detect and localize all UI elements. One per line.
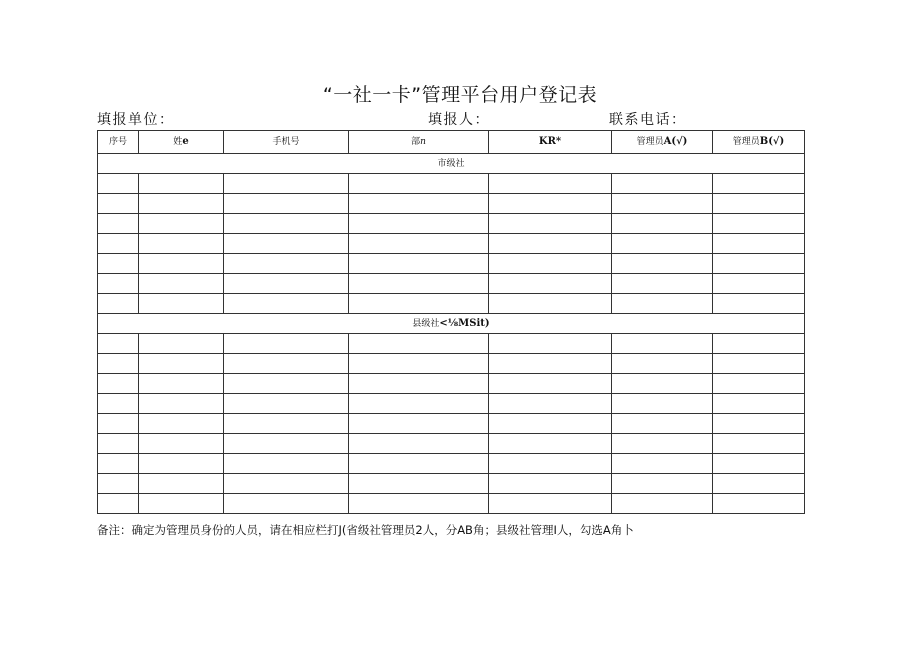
cell-index[interactable] (98, 434, 139, 454)
table-row (98, 294, 805, 314)
cell-dept[interactable] (349, 254, 489, 274)
cell-role[interactable] (489, 374, 612, 394)
cell-phone[interactable] (224, 454, 349, 474)
header-name-suffix: e (182, 136, 189, 147)
cell-name[interactable] (139, 334, 224, 354)
cell-dept[interactable] (349, 214, 489, 234)
group-county-prefix: 县级社 (412, 318, 440, 329)
cell-admin-a[interactable] (612, 254, 713, 274)
header-index: 序号 (98, 131, 139, 154)
cell-dept[interactable] (349, 234, 489, 254)
cell-index[interactable] (98, 494, 139, 514)
table-row (98, 394, 805, 414)
cell-phone[interactable] (224, 174, 349, 194)
cell-role[interactable] (489, 394, 612, 414)
cell-admin-a[interactable] (612, 174, 713, 194)
group-county-suffix: <⅛MSit) (439, 317, 490, 329)
cell-admin-b[interactable] (713, 394, 805, 414)
cell-index[interactable] (98, 254, 139, 274)
cell-role[interactable] (489, 434, 612, 454)
cell-admin-b[interactable] (713, 294, 805, 314)
cell-admin-a[interactable] (612, 234, 713, 254)
cell-dept[interactable] (349, 334, 489, 354)
cell-name[interactable] (139, 434, 224, 454)
cell-index[interactable] (98, 274, 139, 294)
cell-dept[interactable] (349, 374, 489, 394)
group-county-label (98, 314, 805, 334)
cell-phone[interactable] (224, 494, 349, 514)
header-name (139, 131, 224, 154)
cell-name[interactable] (139, 474, 224, 494)
cell-name[interactable] (139, 294, 224, 314)
table-row (98, 254, 805, 274)
cell-admin-a[interactable] (612, 194, 713, 214)
fill-unit-label: 填报单位： (97, 112, 175, 128)
header-role-text: KR* (538, 136, 562, 147)
cell-phone[interactable] (224, 214, 349, 234)
cell-role[interactable] (489, 354, 612, 374)
cell-admin-b[interactable] (713, 274, 805, 294)
table-row (98, 454, 805, 474)
footer-note: 备注：确定为管理员身份的人员，请在相应栏打J(省级社管理员2人，分AB角；县级社管理I人，勾选A角卜 (97, 523, 634, 537)
header-name-prefix: 姓 (173, 137, 183, 147)
table-row (98, 474, 805, 494)
table-row (98, 414, 805, 434)
table-row (98, 174, 805, 194)
cell-index[interactable] (98, 294, 139, 314)
cell-admin-a[interactable] (612, 494, 713, 514)
cell-name[interactable] (139, 414, 224, 434)
cell-index[interactable] (98, 174, 139, 194)
cell-phone[interactable] (224, 234, 349, 254)
header-admin-a-prefix: 管理员 (636, 137, 664, 147)
table-row (98, 234, 805, 254)
cell-role[interactable] (489, 334, 612, 354)
cell-role[interactable] (489, 274, 612, 294)
cell-role[interactable] (489, 214, 612, 234)
cell-name[interactable] (139, 174, 224, 194)
cell-role[interactable] (489, 294, 612, 314)
table-row (98, 214, 805, 234)
cell-name[interactable] (139, 214, 224, 234)
cell-admin-b[interactable] (713, 414, 805, 434)
cell-dept[interactable] (349, 474, 489, 494)
cell-index[interactable] (98, 394, 139, 414)
filler-label: 填报人： (428, 112, 490, 128)
group-city-label: 市级社 (98, 154, 805, 174)
cell-phone[interactable] (224, 354, 349, 374)
form-title: “一社一卡”管理平台用户登记表 (322, 84, 598, 106)
cell-name[interactable] (139, 234, 224, 254)
cell-admin-b[interactable] (713, 494, 805, 514)
table-row (98, 334, 805, 354)
cell-role[interactable] (489, 474, 612, 494)
cell-name[interactable] (139, 494, 224, 514)
table-row (98, 354, 805, 374)
cell-phone[interactable] (224, 294, 349, 314)
cell-admin-b[interactable] (713, 354, 805, 374)
cell-dept[interactable] (349, 174, 489, 194)
cell-role[interactable] (489, 194, 612, 214)
cell-name[interactable] (139, 254, 224, 274)
cell-admin-b[interactable] (713, 194, 805, 214)
cell-admin-a[interactable] (612, 214, 713, 234)
cell-name[interactable] (139, 454, 224, 474)
cell-admin-b[interactable] (713, 434, 805, 454)
table-row (98, 274, 805, 294)
cell-admin-a[interactable] (612, 474, 713, 494)
cell-role[interactable] (489, 254, 612, 274)
header-dept-prefix: 部 (411, 137, 421, 147)
cell-admin-a[interactable] (612, 394, 713, 414)
cell-dept[interactable] (349, 414, 489, 434)
cell-admin-b[interactable] (713, 374, 805, 394)
header-admin-b-suffix: B(√) (759, 136, 785, 147)
cell-dept[interactable] (349, 494, 489, 514)
header-admin-a-suffix: A(√) (663, 136, 688, 147)
cell-admin-a[interactable] (612, 374, 713, 394)
cell-admin-b[interactable] (713, 174, 805, 194)
cell-admin-a[interactable] (612, 354, 713, 374)
cell-dept[interactable] (349, 434, 489, 454)
cell-index[interactable] (98, 354, 139, 374)
cell-index[interactable] (98, 214, 139, 234)
cell-index[interactable] (98, 414, 139, 434)
cell-phone[interactable] (224, 414, 349, 434)
cell-phone[interactable] (224, 434, 349, 454)
header-admin-b (713, 131, 805, 154)
cell-role[interactable] (489, 454, 612, 474)
cell-admin-b[interactable] (713, 254, 805, 274)
header-admin-b-prefix: 管理员 (732, 137, 760, 147)
cell-admin-b[interactable] (713, 234, 805, 254)
cell-name[interactable] (139, 374, 224, 394)
cell-dept[interactable] (349, 354, 489, 374)
cell-name[interactable] (139, 354, 224, 374)
cell-admin-b[interactable] (713, 474, 805, 494)
cell-admin-a[interactable] (612, 434, 713, 454)
table-row (98, 494, 805, 514)
cell-phone[interactable] (224, 394, 349, 414)
group-row-city (98, 154, 805, 174)
cell-phone[interactable] (224, 274, 349, 294)
group-row-county (98, 314, 805, 334)
cell-phone[interactable] (224, 194, 349, 214)
cell-name[interactable] (139, 274, 224, 294)
cell-admin-b[interactable] (713, 454, 805, 474)
cell-role[interactable] (489, 494, 612, 514)
phone-label: 联系电话： (609, 112, 687, 128)
cell-role[interactable] (489, 234, 612, 254)
cell-admin-a[interactable] (612, 334, 713, 354)
cell-dept[interactable] (349, 194, 489, 214)
cell-admin-a[interactable] (612, 274, 713, 294)
cell-dept[interactable] (349, 294, 489, 314)
cell-phone[interactable] (224, 474, 349, 494)
cell-admin-a[interactable] (612, 414, 713, 434)
header-role (489, 131, 612, 154)
table-row (98, 434, 805, 454)
table-row (98, 194, 805, 214)
cell-index[interactable] (98, 474, 139, 494)
cell-index[interactable] (98, 454, 139, 474)
table-header-row (98, 131, 805, 154)
header-dept (349, 131, 489, 154)
cell-role[interactable] (489, 414, 612, 434)
cell-index[interactable] (98, 374, 139, 394)
header-dept-suffix: n (420, 137, 426, 147)
cell-role[interactable] (489, 174, 612, 194)
cell-phone[interactable] (224, 254, 349, 274)
cell-phone[interactable] (224, 334, 349, 354)
table-row (98, 374, 805, 394)
cell-admin-a[interactable] (612, 454, 713, 474)
registration-table (97, 130, 805, 514)
cell-admin-b[interactable] (713, 334, 805, 354)
cell-index[interactable] (98, 194, 139, 214)
cell-phone[interactable] (224, 374, 349, 394)
cell-dept[interactable] (349, 274, 489, 294)
cell-name[interactable] (139, 194, 224, 214)
cell-name[interactable] (139, 394, 224, 414)
cell-index[interactable] (98, 234, 139, 254)
cell-admin-b[interactable] (713, 214, 805, 234)
cell-index[interactable] (98, 334, 139, 354)
cell-admin-a[interactable] (612, 294, 713, 314)
cell-dept[interactable] (349, 394, 489, 414)
header-phone: 手机号 (224, 131, 349, 154)
header-admin-a (612, 131, 713, 154)
cell-dept[interactable] (349, 454, 489, 474)
